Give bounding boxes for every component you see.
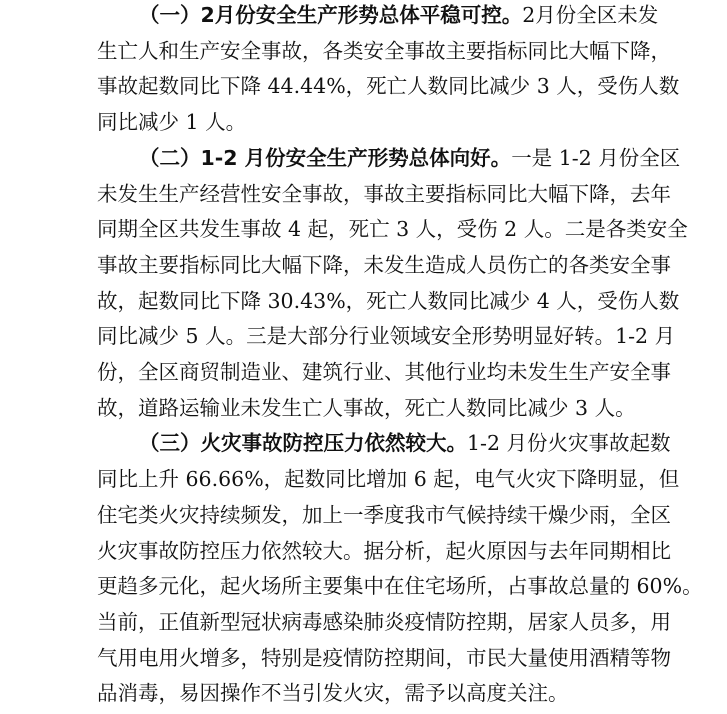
paragraph-2-heading: （二）1-2 月份安全生产形势总体向好。 xyxy=(139,145,512,170)
paragraph-1-line-1 xyxy=(139,0,659,34)
paragraph-3-line-1 xyxy=(139,426,671,462)
paragraph-1-text: 2月份全区未发 xyxy=(522,3,659,27)
paragraph-1-heading: （一）2月份安全生产形势总体平稳可控。 xyxy=(139,3,523,27)
paragraph-3-line-6: 当前，正值新型冠状病毒感染肺炎疫情防控期，居家人员多，用 xyxy=(97,609,671,634)
paragraph-2-line-4: 事故主要指标同比大幅下降，未发生造成人员伤亡的各类安全事 xyxy=(97,252,671,277)
paragraph-2-text: 一是 1-2 月份全区 xyxy=(511,145,681,170)
paragraph-2-line-6: 同比减少 5 人。三是大部分行业领域安全形势明显好转。1-2 月 xyxy=(97,324,676,349)
paragraph-1-line-3: 事故起数同比下降 44.44%，死亡人数同比减少 3 人，受伤人数 xyxy=(97,74,680,99)
paragraph-1-line-4: 同比减少 1 人。 xyxy=(97,110,247,135)
paragraph-2-line-3: 同期全区共发生事故 4 起，死亡 3 人，受伤 2 人。二是各类安全 xyxy=(97,217,688,242)
paragraph-2-line-5: 故，起数同比下降 30.43%，死亡人数同比减少 4 人，受伤人数 xyxy=(97,288,680,313)
document-page xyxy=(97,0,703,714)
paragraph-2-line-7: 份，全区商贸制造业、建筑行业、其他行业均未发生生产安全事 xyxy=(97,360,671,384)
paragraph-3-line-7: 气用电用火增多，特别是疫情防控期间，市民大量使用酒精等物 xyxy=(97,645,671,670)
paragraph-3-line-3: 住宅类火灾持续频发，加上一季度我市气候持续干燥少雨，全区 xyxy=(97,502,671,527)
paragraph-3-line-5: 更趋多元化，起火场所主要集中在住宅场所，占事故总量的 60%。 xyxy=(97,574,703,599)
paragraph-3-text: 1-2 月份火灾事故起数 xyxy=(467,431,671,456)
paragraph-2-line-1 xyxy=(139,141,681,177)
paragraph-2-line-8: 故，道路运输业未发生亡人事故，死亡人数同比减少 3 人。 xyxy=(97,395,636,420)
paragraph-3-line-2: 同比上升 66.66%，起数同比增加 6 起，电气火灾下降明显，但 xyxy=(97,467,680,492)
paragraph-2-line-2: 未发生生产经营性安全事故，事故主要指标同比大幅下降，去年 xyxy=(97,181,671,206)
paragraph-3-line-8: 品消毒，易因操作不当引发火灾，需予以高度关注。 xyxy=(97,681,569,706)
paragraph-1-line-2: 生亡人和生产安全事故，各类安全事故主要指标同比大幅下降， xyxy=(97,38,671,63)
paragraph-3-heading: （三）火灾事故防控压力依然较大。 xyxy=(139,431,467,456)
paragraph-3-line-4: 火灾事故防控压力依然较大。据分析，起火原因与去年同期相比 xyxy=(97,538,671,563)
